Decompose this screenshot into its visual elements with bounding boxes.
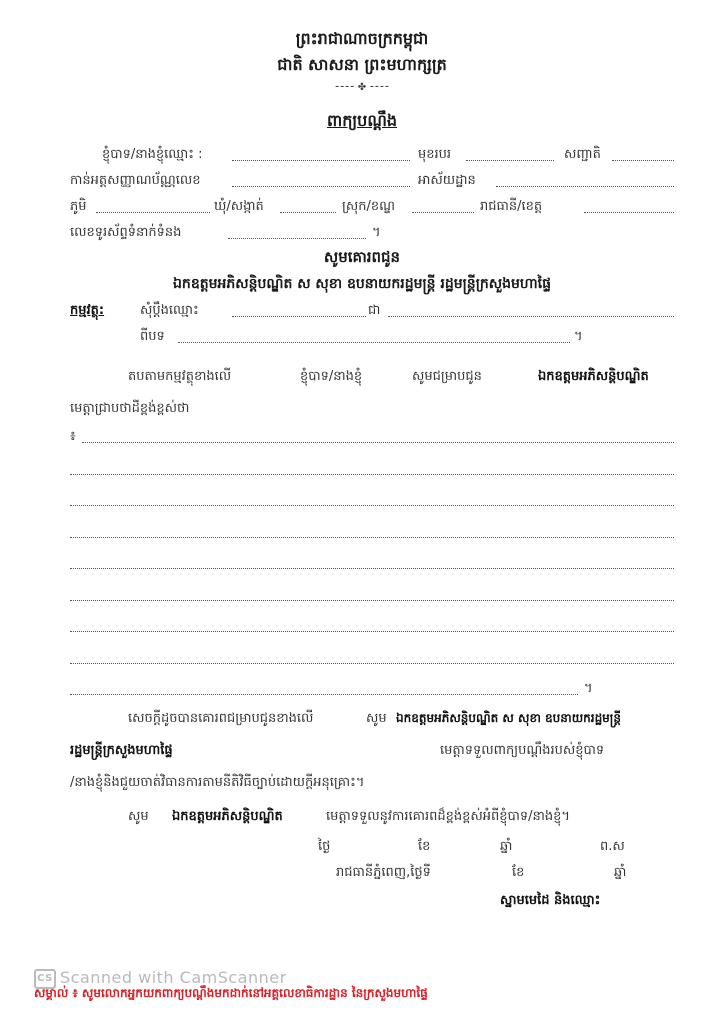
- district-label: ស្រុក/ខណ្ឌ: [342, 199, 396, 214]
- defendant-role-field[interactable]: [388, 316, 674, 317]
- place-date-label: រាជធានីភ្នំពេញ,ថ្ងៃទី: [336, 865, 431, 880]
- body-colon: ៖: [70, 429, 76, 444]
- address-label: អាស័យដ្ឋាន: [418, 173, 476, 188]
- closing-1a: សេចក្តីដូចបានគោរពជម្រាបជូនខាងលើ: [128, 711, 314, 726]
- body-intro-2: ខ្ញុំបាទ/នាងខ្ញុំ: [300, 369, 363, 384]
- closing-1b: សូម: [366, 711, 387, 726]
- complaint-line-7[interactable]: [70, 631, 674, 632]
- phone-field[interactable]: [228, 238, 366, 239]
- village-field[interactable]: [96, 212, 210, 213]
- recipient-title: ឯកឧត្តមអភិសន្តិបណ្ឌិត ស សុខា ឧបនាយករដ្ឋមន្ត្រី រដ្ឋមន្ត្រីក្រសួងមហាផ្ទៃ: [173, 276, 551, 292]
- signature-label: ស្នាមមេដៃ និងឈ្មោះ: [500, 893, 601, 908]
- body-intro-line2: មេត្តាជ្រាបថាដីខ្ពង់ខ្ពស់ថា: [70, 401, 190, 416]
- closing-4a: សូម: [128, 809, 149, 824]
- body-intro-3: សូមជម្រាបជូន: [412, 369, 482, 384]
- name-field[interactable]: [232, 160, 410, 161]
- as-label: ជា: [368, 303, 381, 318]
- address-field[interactable]: [496, 186, 674, 187]
- ornament: ⁃⁃⁃⁃ ✤ ⁃⁃⁃⁃: [334, 82, 390, 93]
- province-field[interactable]: [584, 212, 674, 213]
- date-era-label: ព.ស: [600, 839, 625, 854]
- body-intro-1: តបតាមកម្មវត្ថុខាងលើ: [128, 369, 232, 384]
- date-month-label: ខែ: [418, 839, 431, 854]
- complaint-line-3[interactable]: [70, 505, 674, 506]
- id-card-label: កាន់អត្តសញ្ញាណប័ណ្ណលេខ: [70, 173, 201, 188]
- kingdom-heading: ព្រះរាជាណាចក្រកម្ពុជា: [295, 29, 429, 48]
- district-field[interactable]: [412, 212, 474, 213]
- camscanner-logo-icon: CS: [34, 969, 56, 989]
- watermark-text: Scanned with CamScanner: [60, 968, 287, 987]
- subject-label: កម្មវត្ថុ:: [70, 303, 105, 318]
- complaint-line-6[interactable]: [70, 600, 674, 601]
- name-label: ខ្ញុំបាទ/នាងខ្ញុំឈ្មោះ :: [102, 147, 203, 162]
- commune-field[interactable]: [280, 212, 336, 213]
- phone-end-mark: ។: [372, 225, 381, 240]
- footer-note: សម្គាល់ ៖ សូមលោកអ្នកយកពាក្យបណ្តឹងមកដាក់នៅអគ្គលេខាធិការដ្ឋាន នៃក្រសួងមហាផ្ទៃ: [34, 986, 428, 1000]
- closing-2a: រដ្ឋមន្ត្រីក្រសួងមហាផ្ទៃ: [70, 743, 173, 758]
- body-intro-4: ឯកឧត្តមអភិសន្តិបណ្ឌិត: [538, 369, 649, 384]
- closing-4b: ឯកឧត្តមអភិសន្តិបណ្ឌិត: [172, 809, 283, 824]
- complaint-line-9[interactable]: [70, 694, 578, 695]
- id-card-field[interactable]: [232, 186, 410, 187]
- closing-2b: មេត្តាទទួលពាក្យបណ្តឹងរបស់ខ្ញុំបាទ: [440, 743, 605, 758]
- nationality-label: សញ្ជាតិ: [564, 147, 601, 162]
- date-year-label: ឆ្នាំ: [500, 839, 513, 854]
- about-label: ពីបទ: [140, 329, 165, 344]
- closing-3: /នាងខ្ញុំនិងជួយចាត់វិធានការតាមនីតិវិធីច្បាប់ដោយក្តីអនុគ្រោះ។: [70, 775, 365, 790]
- closing-4c: មេត្តាទទួលនូវការគោរពដ៏ខ្ពង់ខ្ពស់អំពីខ្ញុំបាទ/នាងខ្ញុំ។: [326, 809, 571, 824]
- commune-label: ឃុំ/សង្កាត់: [214, 199, 264, 214]
- complaint-line-1[interactable]: [82, 442, 674, 443]
- date-day-label: ថ្ងៃ: [318, 839, 331, 854]
- subject-end-mark: ។: [574, 329, 583, 344]
- closing-1c: ឯកឧត្តមអភិសន្តិបណ្ឌិត ស សុខា ឧបនាយករដ្ឋមន្ត្រី: [396, 711, 621, 725]
- occupation-field[interactable]: [466, 160, 554, 161]
- phone-label: លេខទូរស័ព្ទទំនាក់ទំនង: [70, 225, 182, 240]
- complaint-line-5[interactable]: [70, 568, 674, 569]
- complaint-label: សុំប្តឹងឈ្មោះ: [140, 303, 199, 318]
- body-end-mark: ។: [584, 681, 593, 696]
- province-label: រាជធានី/ខេត្ត: [480, 199, 543, 214]
- offense-field[interactable]: [178, 342, 570, 343]
- complaint-line-2[interactable]: [70, 474, 674, 475]
- complaint-line-4[interactable]: [70, 537, 674, 538]
- nationality-field[interactable]: [612, 160, 674, 161]
- defendant-name-field[interactable]: [232, 316, 366, 317]
- respect-heading: សូមគោរពជូន: [323, 248, 401, 266]
- village-label: ភូមិ: [70, 199, 87, 214]
- complaint-line-8[interactable]: [70, 663, 674, 664]
- motto-heading: ជាតិ សាសនា ព្រះមហាក្សត្រ: [277, 55, 447, 74]
- date-year2-label: ឆ្នាំ: [614, 865, 627, 880]
- document-title: ពាក្យបណ្តឹង: [327, 111, 397, 130]
- occupation-label: មុខរបរ: [418, 147, 452, 162]
- date-month2-label: ខែ: [512, 865, 525, 880]
